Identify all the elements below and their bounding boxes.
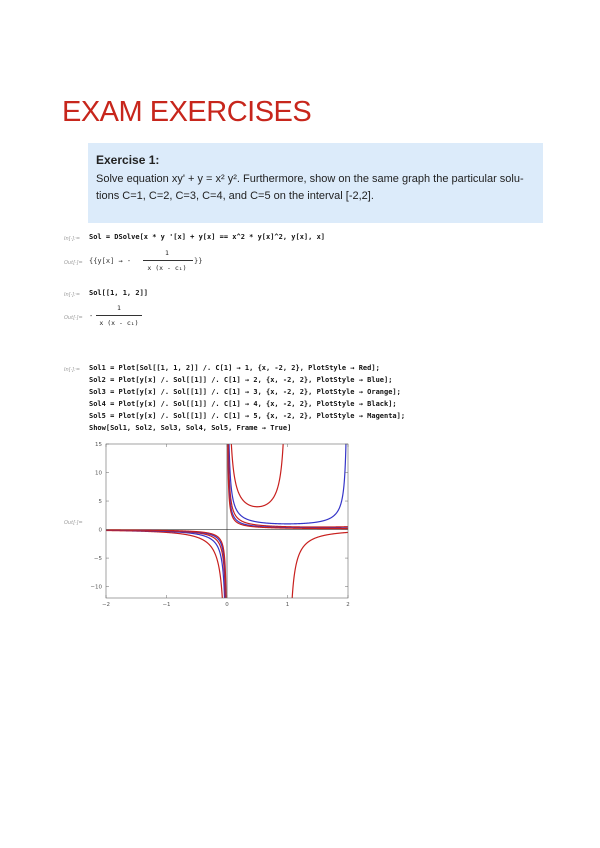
cell2-output-numerator: 1 [117, 304, 121, 312]
series-c2-line [228, 436, 347, 524]
series-c1-line [228, 436, 286, 507]
page-title: EXAM EXERCISES [62, 96, 312, 128]
cell1-fraction-bar [143, 260, 193, 261]
cell1-output-lead: {{y[x] → - [89, 257, 132, 265]
output-label: Out[·]= [64, 520, 83, 526]
series-c5-line [228, 444, 348, 529]
plot-ticks [90, 442, 349, 608]
exercise-heading: Exercise 1: [96, 153, 160, 167]
input-label: In[·]:= [64, 367, 81, 373]
cell3-input-line[interactable]: Show[Sol1, Sol2, Sol3, Sol4, Sol5, Frame → True] [89, 424, 292, 432]
x-tick-label: 0 [225, 602, 229, 608]
series-c4-line [106, 530, 226, 612]
y-tick-label: 5 [98, 499, 102, 506]
output-label: Out[·]= [64, 260, 83, 266]
y-tick-label: 0 [98, 527, 102, 534]
series-c1-line [106, 531, 226, 612]
y-tick-label: −10 [90, 584, 102, 591]
exercise-box [88, 143, 543, 223]
input-label: In[·]:= [64, 292, 81, 298]
series-c3-line [106, 530, 226, 612]
cell2-output-lead: - [89, 312, 94, 320]
series-c3-line [228, 436, 348, 527]
x-tick-label: 1 [285, 602, 290, 608]
cell1-output-numerator: 1 [165, 249, 169, 257]
series-c4-line [228, 436, 348, 528]
x-tick-label: 2 [346, 602, 350, 608]
cell1-output-tail: }} [194, 257, 203, 265]
output-label: Out[·]= [64, 315, 83, 321]
x-tick-label: −1 [162, 602, 171, 608]
solution-plot [85, 436, 360, 612]
input-label: In[·]:= [64, 236, 81, 242]
series-c2-line [106, 530, 226, 612]
exercise-text-line-1: Solve equation xy' + y = x² y². Furthermore, show on the same graph the particular solu- [96, 173, 524, 185]
plot-curves [106, 436, 348, 612]
x-tick-label: −2 [101, 602, 111, 608]
series-c1-line [289, 532, 348, 612]
y-tick-label: 15 [95, 442, 102, 448]
cell2-input[interactable]: Sol[[1, 1, 2]] [89, 289, 149, 297]
cell2-fraction-bar [96, 315, 142, 316]
cell3-input-line[interactable]: Sol2 = Plot[y[x] /. Sol[[1]] /. C[1] → 2, {x, -2, 2}, PlotStyle → Blue]; [89, 376, 393, 384]
cell3-input-line[interactable]: Sol3 = Plot[y[x] /. Sol[[1]] /. C[1] → 3, {x, -2, 2}, PlotStyle → Orange]; [89, 388, 401, 396]
cell3-input-line[interactable]: Sol1 = Plot[Sol[[1, 1, 2]] /. C[1] → 1, {x, -2, 2}, PlotStyle → Red]; [89, 364, 380, 372]
exercise-text-line-2: tions C=1, C=2, C=3, C=4, and C=5 on the interval [-2,2]. [96, 190, 374, 202]
cell3-input-line[interactable]: Sol4 = Plot[y[x] /. Sol[[1]] /. C[1] → 4, {x, -2, 2}, PlotStyle → Black]; [89, 400, 397, 408]
cell2-output-denominator: x (x - c₁) [99, 319, 139, 327]
y-tick-label: −5 [93, 556, 102, 563]
series-c5-line [106, 530, 226, 612]
cell3-input-line[interactable]: Sol5 = Plot[y[x] /. Sol[[1]] /. C[1] → 5, {x, -2, 2}, PlotStyle → Magenta]; [89, 412, 406, 420]
cell1-input[interactable]: Sol = DSolve[x * y '[x] + y[x] == x^2 * y[x]^2, y[x], x] [89, 233, 326, 241]
y-tick-label: 10 [95, 470, 102, 477]
cell1-output-denominator: x (x - c₁) [147, 264, 187, 272]
